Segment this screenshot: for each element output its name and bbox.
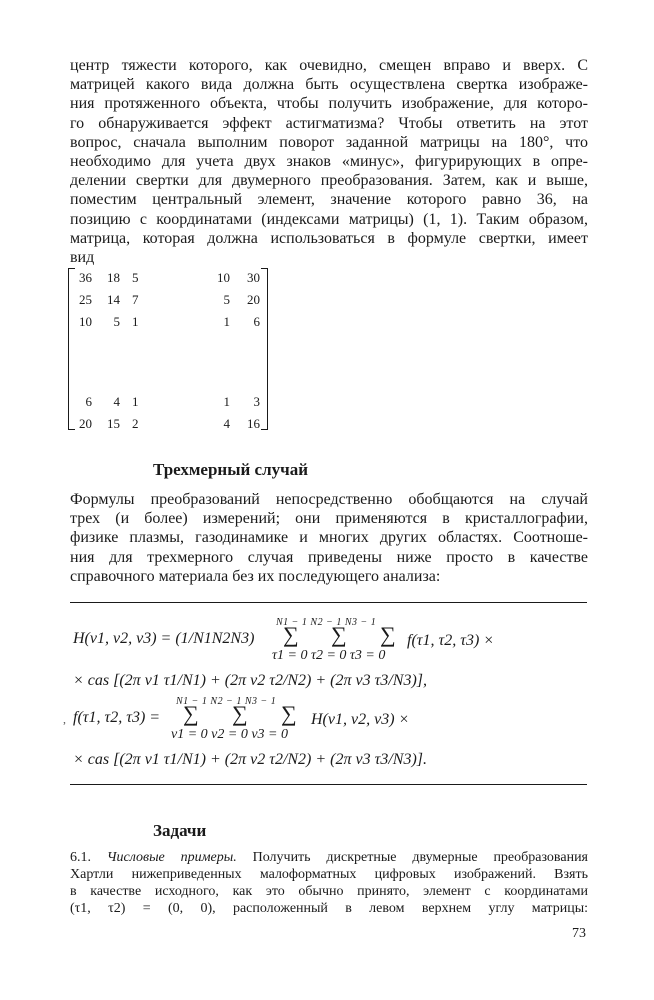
matrix-cell: 10	[79, 314, 92, 329]
sum-lower-limits: τ1 = 0 τ2 = 0 τ3 = 0	[272, 648, 386, 663]
sum-symbol: ∑	[283, 622, 299, 647]
formula-2-cas: × cas [(2π ν1 τ1/N1) + (2π ν2 τ2/N2) + (2π ν3 τ3/N3)].	[73, 751, 428, 768]
matrix-cell: 25	[79, 292, 92, 307]
text-line: справочного материала без их последующего анализа:	[70, 567, 441, 585]
matrix-cell: 36	[79, 270, 92, 285]
text-line: ния для трехмерного случая приведены ниже просто в качестве	[70, 548, 588, 566]
text-line: центр тяжести которого, как очевидно, смещен вправо и вверх. С	[70, 57, 588, 74]
matrix-cell: 18	[107, 270, 120, 285]
text-line: Формулы преобразований непосредственно обобщаются на случай	[70, 491, 588, 508]
matrix-cell: 7	[132, 292, 139, 307]
sum-symbol: ∑	[331, 622, 347, 647]
problem-6-1	[70, 849, 588, 917]
section-heading-tasks: Задачи	[153, 821, 207, 840]
paragraph-3d	[70, 490, 588, 586]
matrix-cell: 3	[253, 394, 260, 409]
text-line: вид	[70, 249, 95, 267]
sum-upper-limits: N1 − 1 N2 − 1 N3 − 1	[176, 696, 277, 707]
sum-symbol: ∑	[232, 701, 248, 726]
text-line: ния протяженного объекта, чтобы получить изображение, для которо-	[70, 95, 588, 113]
problem-number: 6.1.	[70, 850, 91, 865]
matrix-cell: 4	[223, 416, 230, 431]
text-line: матрицей какого вида должна быть осуществлена свертка изображе-	[70, 76, 588, 94]
matrix-cell: 1	[132, 314, 139, 329]
sum-lower-limits: ν1 = 0 ν2 = 0 ν3 = 0	[171, 727, 288, 742]
formula-1-left: H(ν1, ν2, ν3) = (1/N1N2N3)	[73, 630, 255, 647]
matrix-cell: 14	[107, 292, 120, 307]
matrix-cell: 6	[85, 394, 92, 409]
formula-rule-bottom	[70, 784, 587, 785]
sum-symbol: ∑	[380, 622, 396, 647]
matrix-cell: 1	[132, 394, 139, 409]
text-line: делении свертки для двумерного преобразования. Затем, как и выше,	[70, 172, 588, 190]
matrix-cell: 1	[223, 394, 230, 409]
formula-2-left: f(τ1, τ2, τ3) =	[73, 709, 161, 726]
sum-symbol: ∑	[281, 701, 297, 726]
matrix-cell: 20	[247, 292, 260, 307]
text-line: в качестве исходного, как это обычно принято, элемент с координатами	[70, 884, 588, 899]
matrix-cell: 6	[253, 314, 260, 329]
problem-title: Числовые примеры.	[106, 850, 237, 865]
matrix-bracket-right	[261, 268, 268, 430]
formula-2-right: H(ν1, ν2, ν3) ×	[311, 711, 410, 728]
text-line: Хартли нижеприведенных малоформатных цифровых изображений. Взять	[70, 867, 588, 882]
matrix-cell: 5	[223, 292, 230, 307]
text-line: (τ1, τ2) = (0, 0), расположенный в левом верхнем углу матрицы:	[70, 901, 588, 916]
text-line: необходимо для учета двух знаков «минус», фигурирующих в опре-	[70, 153, 588, 171]
matrix-cell: 16	[247, 416, 260, 431]
matrix-cell: 4	[113, 394, 120, 409]
convolution-matrix	[68, 266, 268, 432]
problem-first-line	[70, 849, 588, 866]
matrix-cell: 15	[107, 416, 120, 431]
matrix-cell: 5	[132, 270, 139, 285]
formula-1-cas: × cas [(2π ν1 τ1/N1) + (2π ν2 τ2/N2) + (2π ν3 τ3/N3)],	[73, 672, 428, 689]
text-line: го обнаруживается эффект астигматизма? Чтобы ответить на этот	[70, 114, 588, 132]
matrix-cell: 20	[79, 416, 92, 431]
formula-rule-top	[70, 602, 587, 603]
paragraph-intro	[70, 56, 588, 267]
margin-mark: ,	[63, 712, 66, 726]
text-line: Получить дискретные двумерные преобразования	[252, 850, 588, 865]
text-line: вопрос, сначала выполним поворот заданной матрицы на 180°, что	[70, 133, 588, 151]
page-number: 73	[572, 926, 586, 941]
sum-symbol: ∑	[183, 701, 199, 726]
text-line: поместим центральный элемент, значение которого равно 36, на	[70, 191, 588, 209]
matrix-cell: 2	[132, 416, 139, 431]
text-line: трех (и более) измерений; они применяются в кристаллографии,	[70, 510, 588, 528]
matrix-cell: 10	[217, 270, 230, 285]
text-line: матрица, которая должна использоваться в формуле свертки, имеет	[70, 229, 588, 247]
matrix-cell: 5	[113, 314, 120, 329]
matrix-cell: 30	[247, 270, 260, 285]
section-heading-3d: Трехмерный случай	[153, 460, 309, 479]
matrix-cell: 1	[223, 314, 230, 329]
formula-1-right: f(τ1, τ2, τ3) ×	[407, 632, 495, 649]
text-line: физике плазмы, газодинамике и многих других областях. Соотноше-	[70, 529, 588, 547]
text-line: позицию с координатами (индексами матрицы) (1, 1). Таким образом,	[70, 210, 588, 228]
sum-upper-limits: N1 − 1 N2 − 1 N3 − 1	[276, 617, 377, 628]
